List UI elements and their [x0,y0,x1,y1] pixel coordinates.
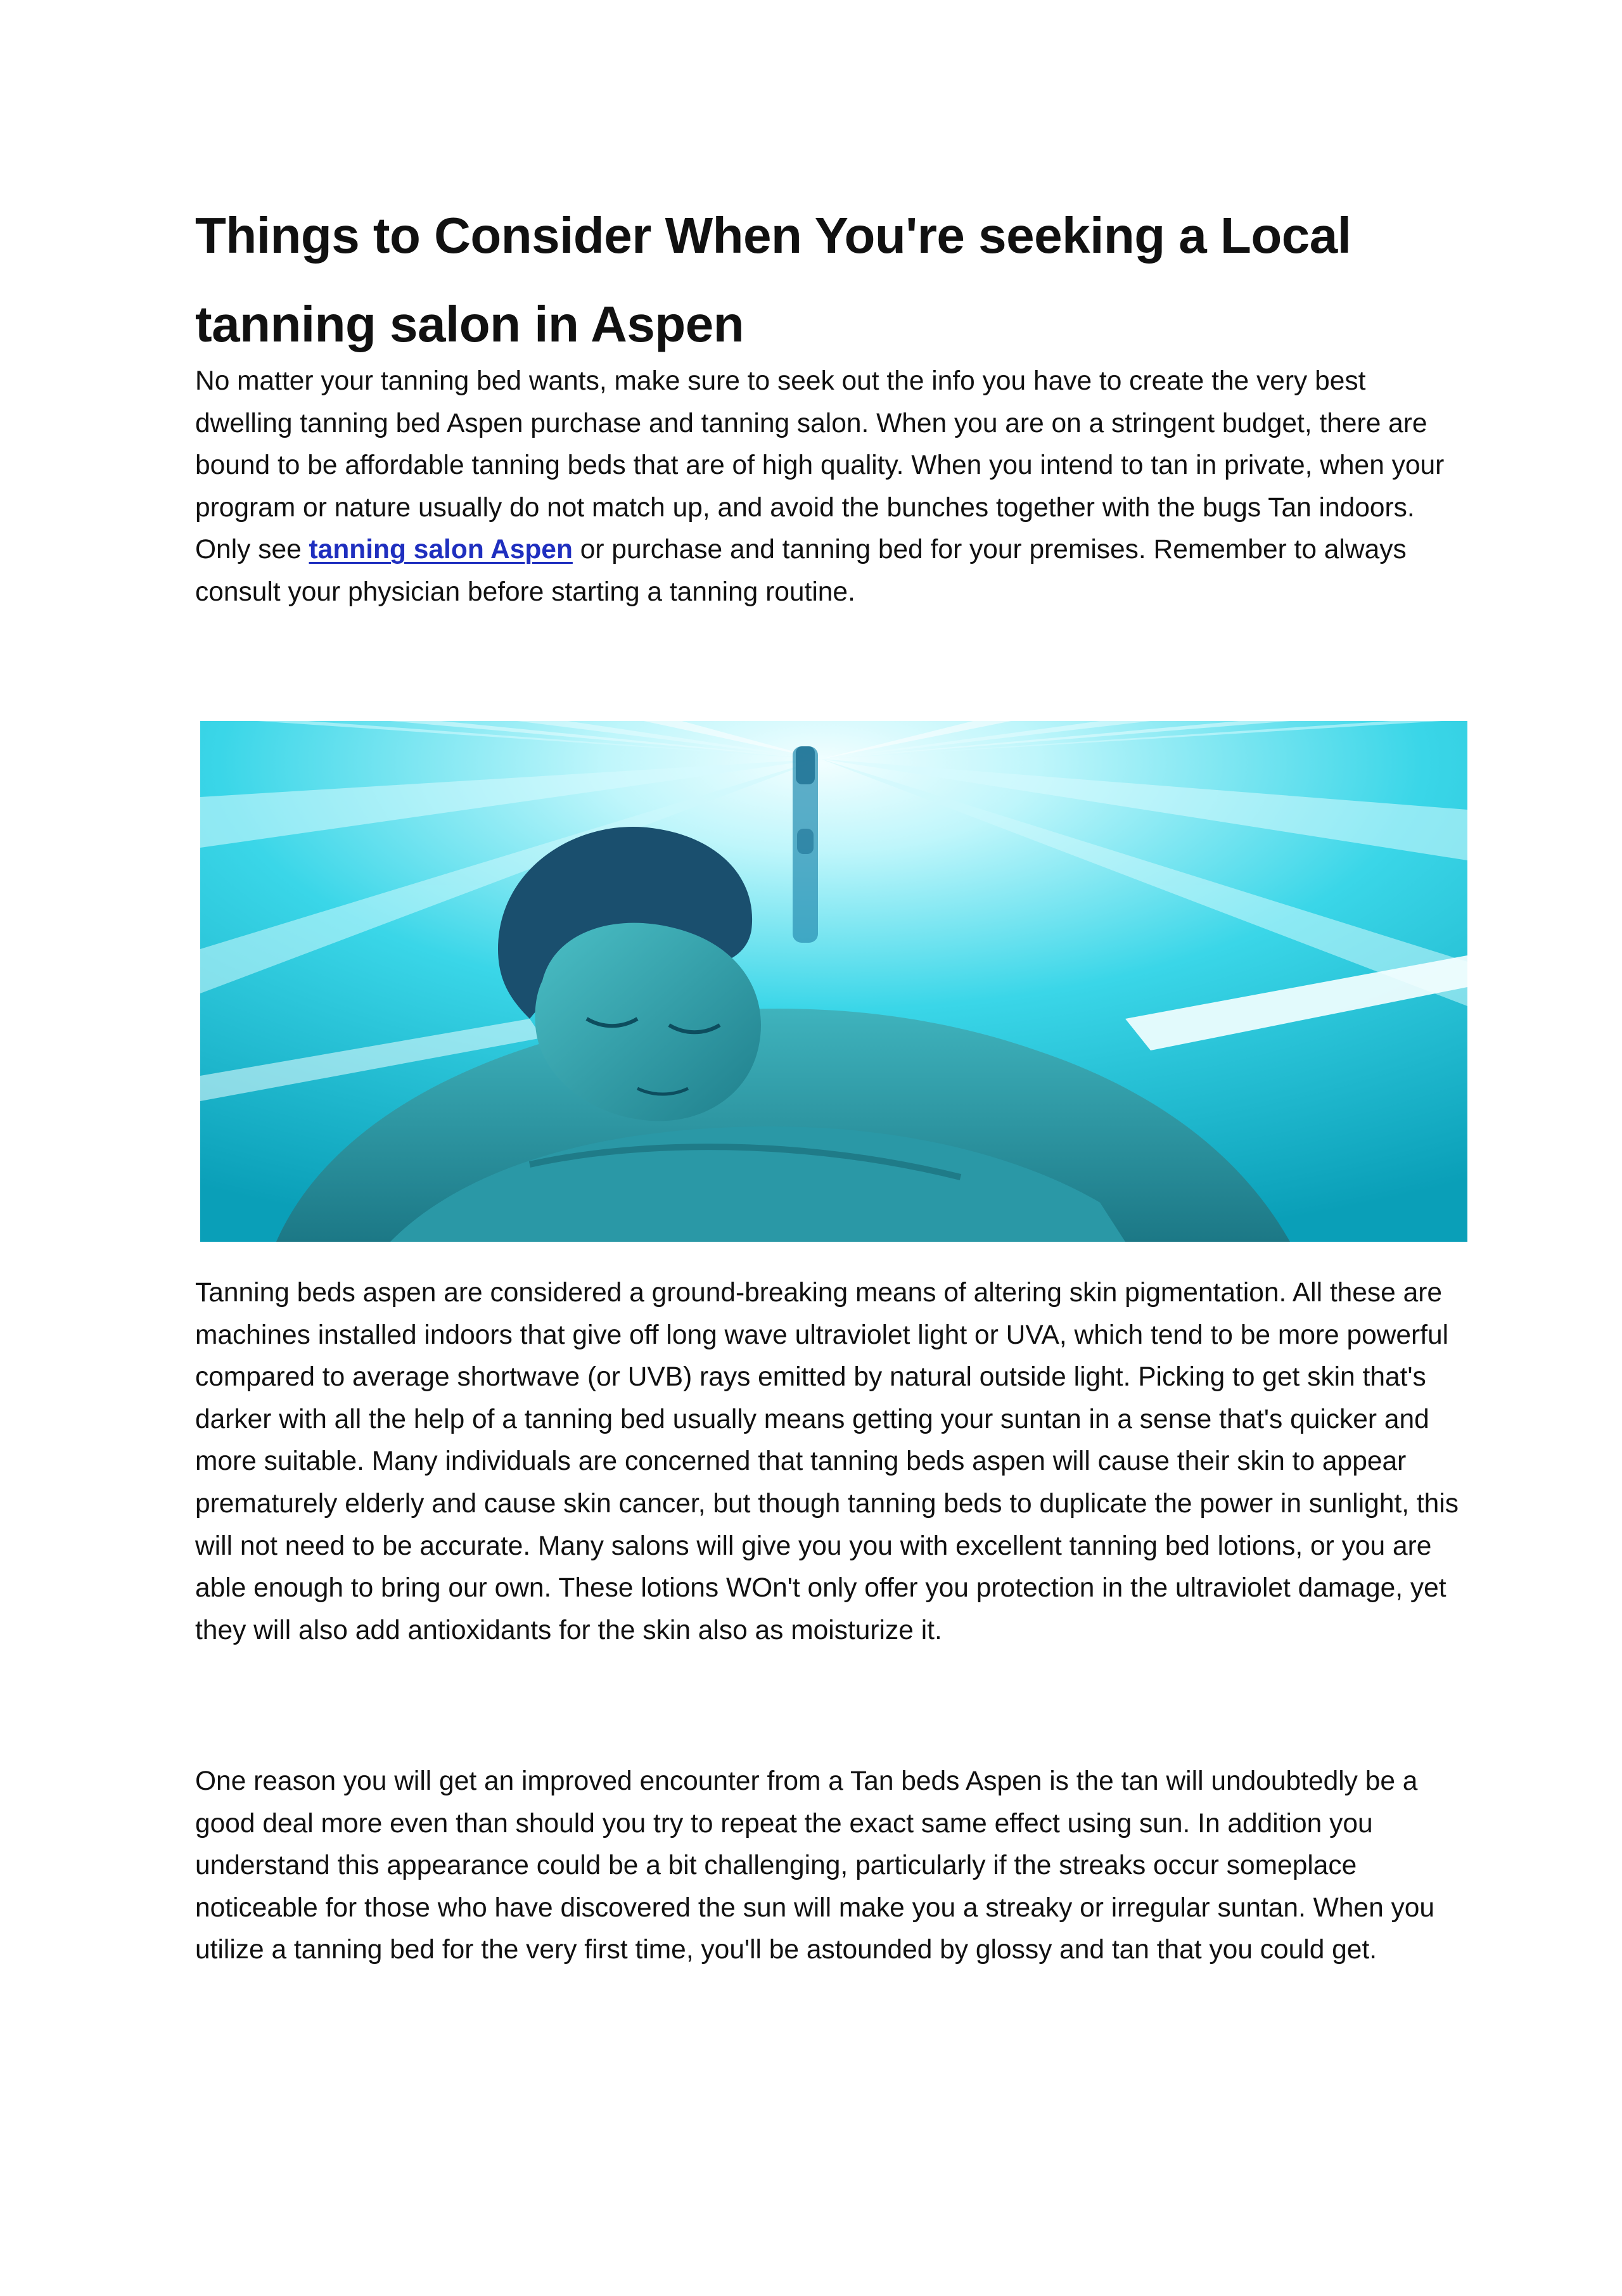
intro-paragraph [195,360,1469,614]
tanning-salon-aspen-link[interactable]: tanning salon Aspen [309,535,573,565]
body-paragraph-even-tan: One reason you will get an improved encounter from a Tan beds Aspen is the tan will undoubtedly be a good deal more even than should you try to repeat the exact same effect using sun. In addition you understand this appearance could be a bit challenging, particularly if the streaks occur someplace noticeable for those who have discovered the sun will make you a streaky or irregular suntan. When you utilize a tanning bed for the very first time, you'll be astounded by glossy and tan that you could get. [195,1766,1435,1965]
intro-text-after-link: or purchase and tanning bed for your premises. Remember to always consult your physician before starting a tanning routine. [195,535,1407,607]
page-title: Things to Consider When You're seeking a Local tanning salon in Aspen [195,207,1351,352]
tanning-bed-illustration [200,721,1467,1242]
intro-text-before-link: No matter your tanning bed wants, make sure to seek out the info you have to create the very best dwelling tanning bed Aspen purchase and tanning salon. When you are on a stringent budget, there are bound to be affordable tanning beds that are of high quality. When you intend to tan in private, when your program or nature usually do not match up, and avoid the bunches together with the bugs Tan indoors. Only see [195,366,1445,565]
body-paragraph-uva: Tanning beds aspen are considered a ground-breaking means of altering skin pigmentation. All these are machines installed indoors that give off long wave ultraviolet light or UVA, which tend to be more powerful compared to average shortwave (or UVB) rays emitted by natural outside light. Picking to get skin that's darker with all the help of a tanning bed usually means getting your suntan in a sense that's quicker and more suitable. Many individuals are concerned that tanning beds aspen will cause their skin to appear prematurely elderly and cause skin cancer, but though tanning beds to duplicate the power in sunlight, this will not need to be accurate. Many salons will give you you with excellent tanning bed lotions, or you are able enough to bring our own. These lotions WOn't only offer you protection in the ultraviolet damage, yet they will also add antioxidants for the skin also as moisturize it. [195,1278,1459,1645]
tanning-bed-photo [200,721,1467,1242]
